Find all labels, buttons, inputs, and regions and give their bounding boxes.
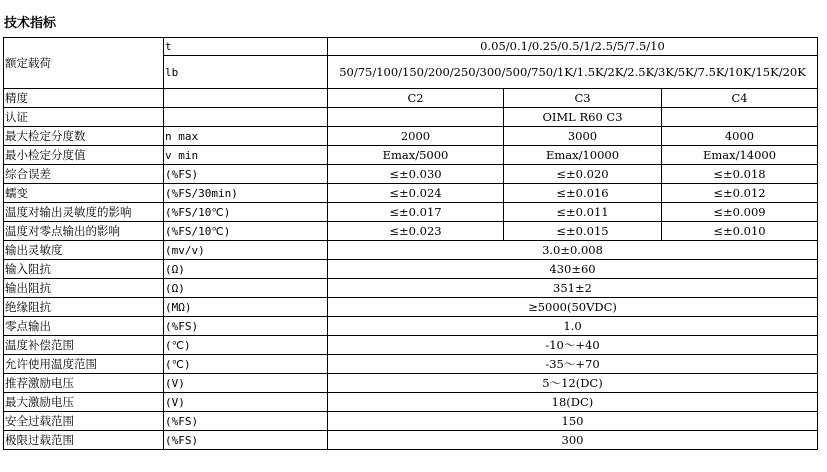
recommended-excitation-row xyxy=(4,374,818,393)
rated-load-lb-values: 50/75/100/150/200/250/300/500/750/1K/1.5K/2K/2.5K/3K/5K/7.5K/10K/15K/20K xyxy=(328,56,818,89)
row-label: 温度对零点输出的影响 xyxy=(4,222,164,241)
row-label: 推荐激励电压 xyxy=(4,374,164,393)
cell-c3: ≤±0.011 xyxy=(504,203,662,222)
row-unit: (Ω) xyxy=(164,279,328,298)
operating-temp-row xyxy=(4,355,818,374)
row-label: 温度对输出灵敏度的影响 xyxy=(4,203,164,222)
row-value: 5～12(DC) xyxy=(328,374,818,393)
cell-c4: C4 xyxy=(662,89,818,108)
rated-load-label: 额定载荷 xyxy=(4,38,164,89)
cell-c2 xyxy=(328,108,504,127)
row-unit: (%FS) xyxy=(164,431,328,450)
row-label: 绝缘阻抗 xyxy=(4,298,164,317)
row-unit: (%FS) xyxy=(164,412,328,431)
max-excitation-row xyxy=(4,393,818,412)
row-label: 蠕变 xyxy=(4,184,164,203)
min-division-row xyxy=(4,146,818,165)
cell-c4: ≤±0.012 xyxy=(662,184,818,203)
row-unit: v min xyxy=(164,146,328,165)
cell-c4 xyxy=(662,108,818,127)
ultimate-overload-row xyxy=(4,431,818,450)
row-label: 综合误差 xyxy=(4,165,164,184)
zero-output-row xyxy=(4,317,818,336)
row-label: 输出灵敏度 xyxy=(4,241,164,260)
cell-c2: ≤±0.030 xyxy=(328,165,504,184)
row-unit: (%FS) xyxy=(164,317,328,336)
row-value: 430±60 xyxy=(328,260,818,279)
row-unit: (%FS/10℃) xyxy=(164,222,328,241)
section-title: 技术指标 xyxy=(4,16,57,31)
row-unit: (V) xyxy=(164,374,328,393)
row-unit: (%FS/30min) xyxy=(164,184,328,203)
row-label: 允许使用温度范围 xyxy=(4,355,164,374)
row-value: 300 xyxy=(328,431,818,450)
insulation-row xyxy=(4,298,818,317)
safe-overload-row xyxy=(4,412,818,431)
row-value: 3.0±0.008 xyxy=(328,241,818,260)
cell-c3: ≤±0.015 xyxy=(504,222,662,241)
cell-c4: Emax/14000 xyxy=(662,146,818,165)
combined-error-row xyxy=(4,165,818,184)
row-unit xyxy=(164,89,328,108)
row-unit: (MΩ) xyxy=(164,298,328,317)
cell-c2: 2000 xyxy=(328,127,504,146)
row-value: 351±2 xyxy=(328,279,818,298)
cell-c4: ≤±0.009 xyxy=(662,203,818,222)
rated-load-t-row xyxy=(4,38,818,56)
temp-compensation-row xyxy=(4,336,818,355)
cell-c3: ≤±0.016 xyxy=(504,184,662,203)
row-label: 安全过载范围 xyxy=(4,412,164,431)
input-impedance-row xyxy=(4,260,818,279)
row-unit: (V) xyxy=(164,393,328,412)
row-label: 输入阻抗 xyxy=(4,260,164,279)
cell-c2: C2 xyxy=(328,89,504,108)
row-label: 最小检定分度值 xyxy=(4,146,164,165)
accuracy-row xyxy=(4,89,818,108)
row-unit: (℃) xyxy=(164,355,328,374)
row-unit: (%FS/10℃) xyxy=(164,203,328,222)
cell-c4: ≤±0.018 xyxy=(662,165,818,184)
row-label: 输出阻抗 xyxy=(4,279,164,298)
row-value: 18(DC) xyxy=(328,393,818,412)
rated-load-t-values: 0.05/0.1/0.25/0.5/1/2.5/5/7.5/10 xyxy=(328,38,818,56)
row-label: 温度补偿范围 xyxy=(4,336,164,355)
rated-load-t-unit: t xyxy=(164,38,328,56)
spec-table xyxy=(3,37,818,450)
cell-c2: ≤±0.017 xyxy=(328,203,504,222)
row-label: 零点输出 xyxy=(4,317,164,336)
row-value: -10～+40 xyxy=(328,336,818,355)
row-unit: (mv/v) xyxy=(164,241,328,260)
max-divisions-row xyxy=(4,127,818,146)
cell-c3: OIML R60 C3 xyxy=(504,108,662,127)
certification-row xyxy=(4,108,818,127)
cell-c3: ≤±0.020 xyxy=(504,165,662,184)
row-value: 1.0 xyxy=(328,317,818,336)
cell-c2: ≤±0.024 xyxy=(328,184,504,203)
cell-c4: 4000 xyxy=(662,127,818,146)
row-unit: (%FS) xyxy=(164,165,328,184)
cell-c3: Emax/10000 xyxy=(504,146,662,165)
row-label: 最大检定分度数 xyxy=(4,127,164,146)
row-unit: n max xyxy=(164,127,328,146)
cell-c2: Emax/5000 xyxy=(328,146,504,165)
row-unit: (Ω) xyxy=(164,260,328,279)
row-value: ≥5000(50VDC) xyxy=(328,298,818,317)
row-unit: (℃) xyxy=(164,336,328,355)
cell-c2: ≤±0.023 xyxy=(328,222,504,241)
temp-sensitivity-row xyxy=(4,203,818,222)
cell-c3: C3 xyxy=(504,89,662,108)
row-value: -35～+70 xyxy=(328,355,818,374)
row-label: 极限过载范围 xyxy=(4,431,164,450)
row-unit xyxy=(164,108,328,127)
cell-c4: ≤±0.010 xyxy=(662,222,818,241)
output-sensitivity-row xyxy=(4,241,818,260)
row-label: 最大激励电压 xyxy=(4,393,164,412)
row-label: 精度 xyxy=(4,89,164,108)
output-impedance-row xyxy=(4,279,818,298)
temp-zero-row xyxy=(4,222,818,241)
row-label: 认证 xyxy=(4,108,164,127)
rated-load-lb-unit: lb xyxy=(164,56,328,89)
cell-c3: 3000 xyxy=(504,127,662,146)
row-value: 150 xyxy=(328,412,818,431)
creep-row xyxy=(4,184,818,203)
